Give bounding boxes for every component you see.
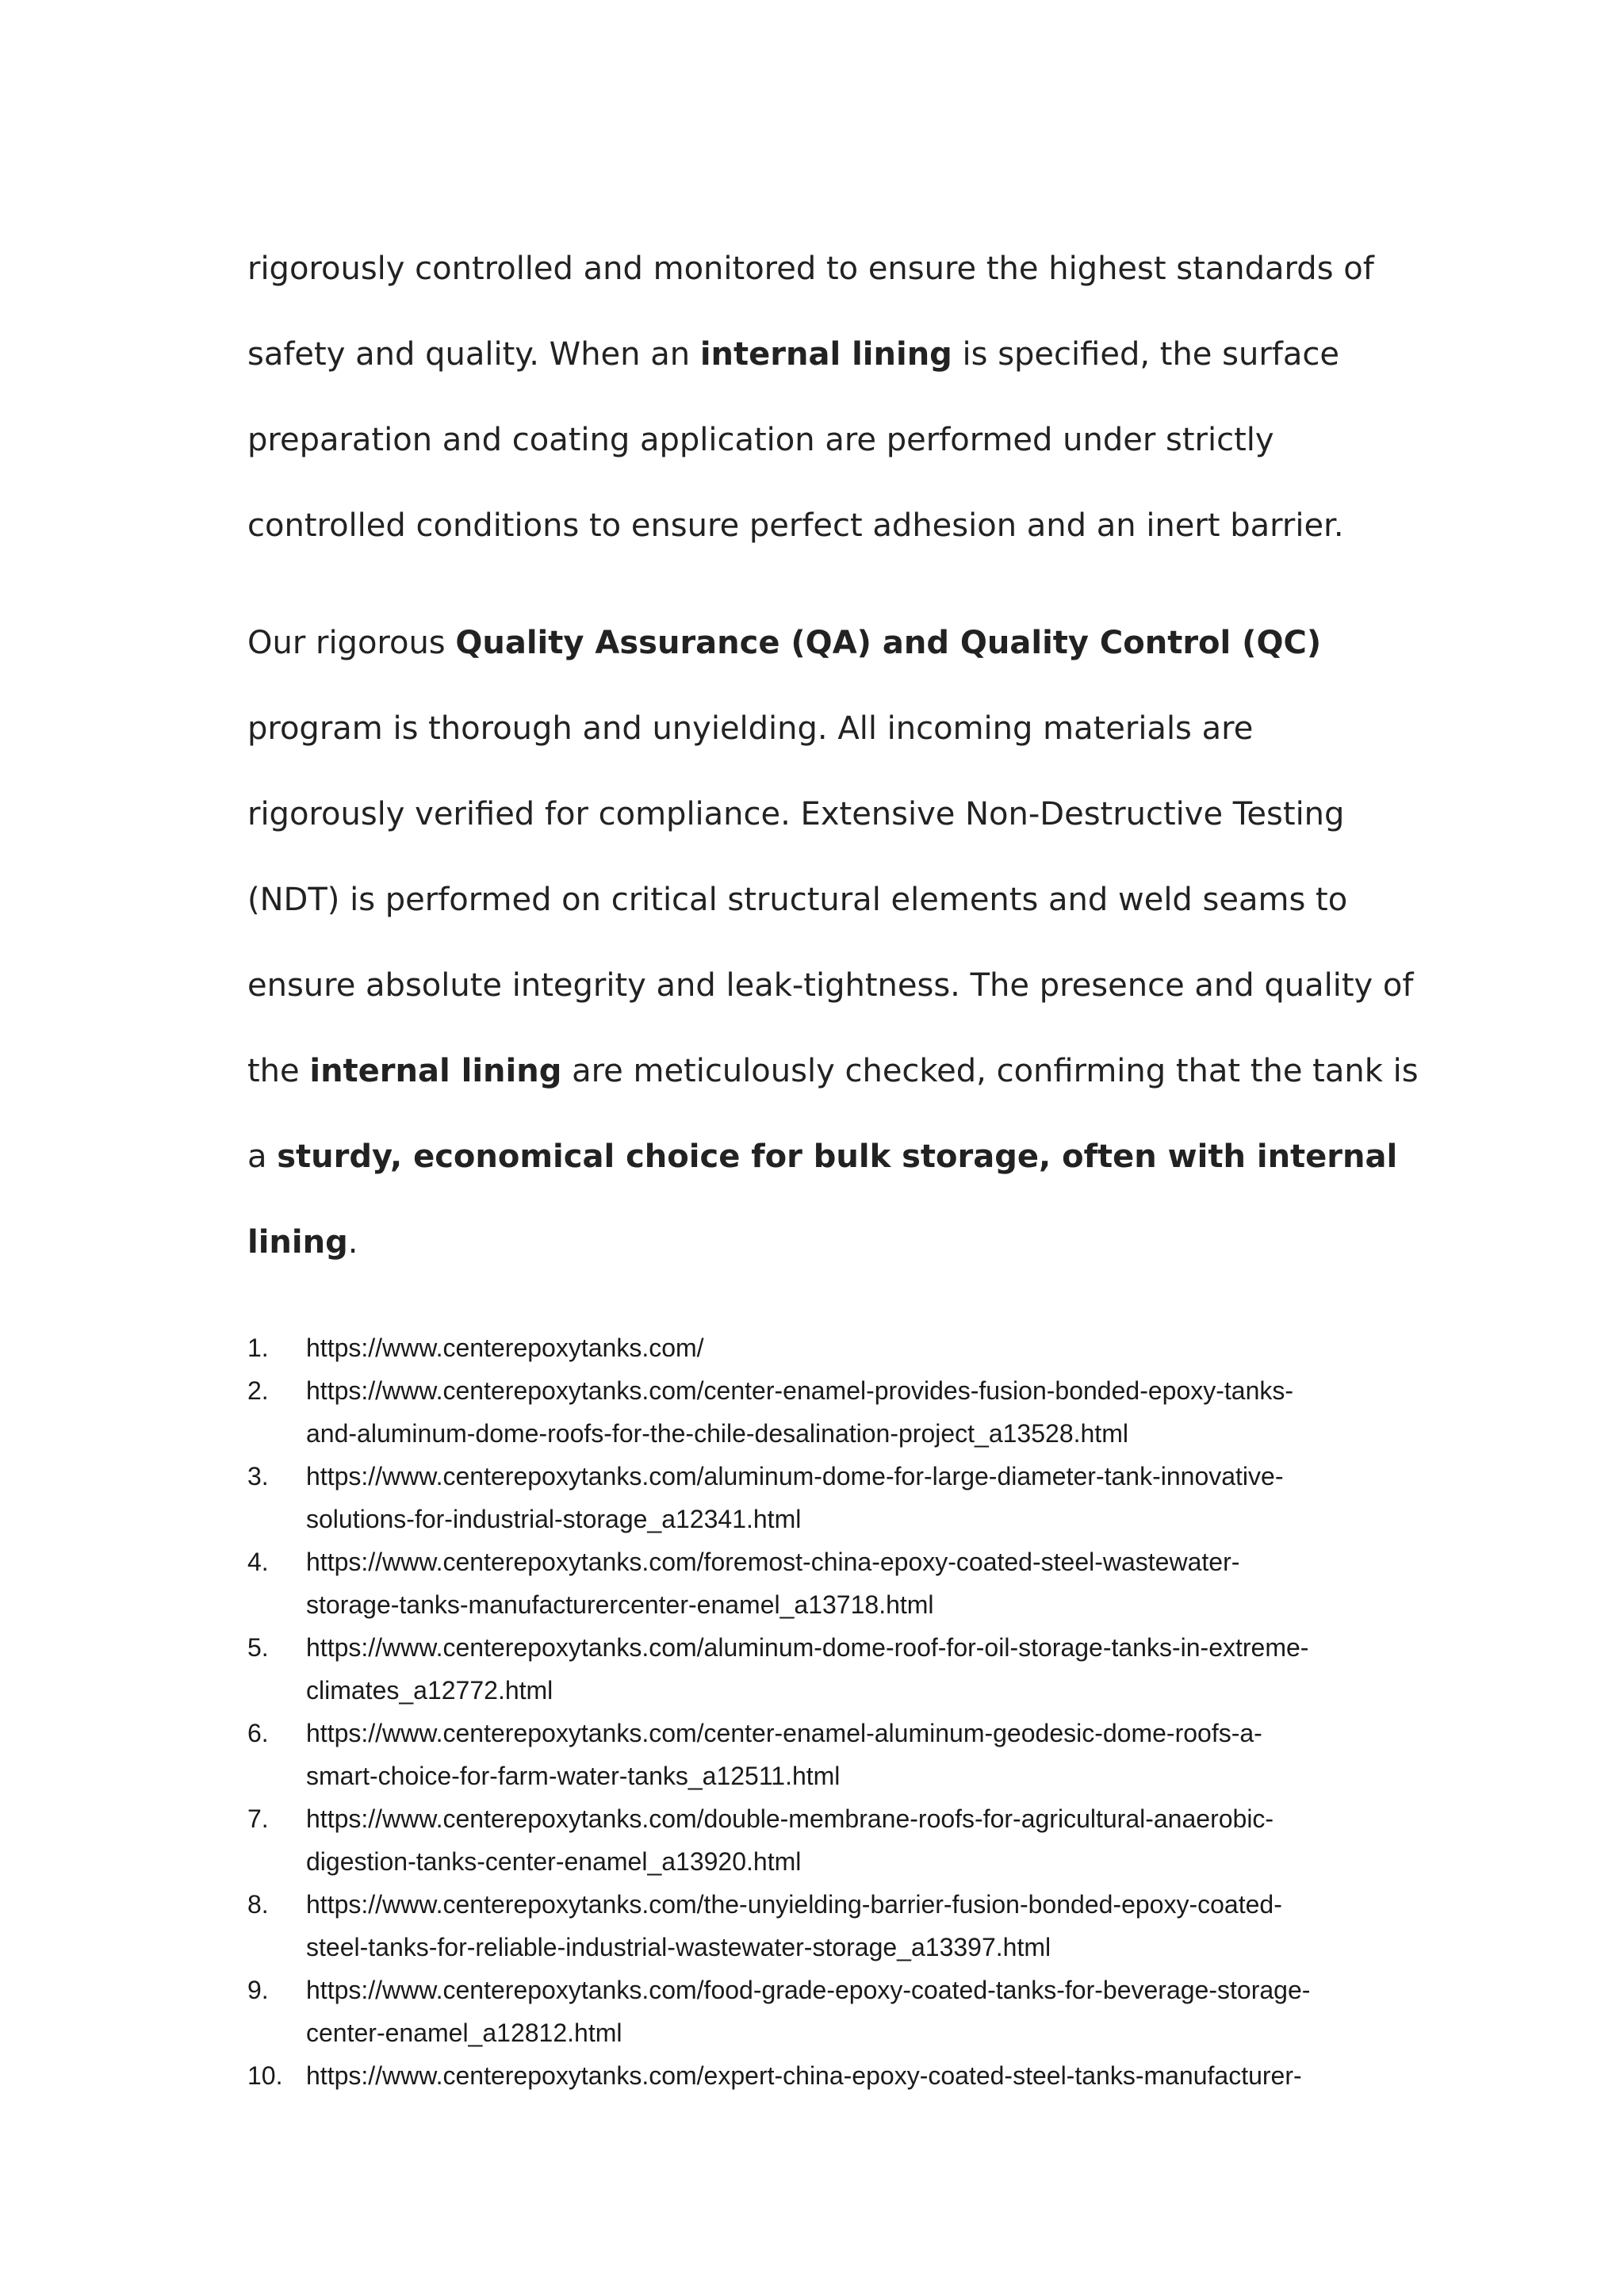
reference-link[interactable]: https://www.centerepoxytanks.com/foremost-china-epoxy-coated-steel-wastewater-: [306, 1548, 1240, 1576]
reference-item[interactable]: [247, 1969, 1389, 2054]
bold-term: sturdy, economical choice for bulk storage, often with internal: [277, 1138, 1398, 1175]
reference-link[interactable]: storage-tanks-manufacturercenter-enamel_a13718.html: [306, 1590, 934, 1619]
reference-number: 10.: [247, 2061, 283, 2090]
reference-link[interactable]: steel-tanks-for-reliable-industrial-wastewater-storage_a13397.html: [306, 1933, 1051, 1961]
text-line: [247, 857, 1389, 943]
reference-link[interactable]: climates_a12772.html: [306, 1676, 553, 1705]
text-run: is specified, the surface: [952, 336, 1339, 373]
text-run: program is thorough and unyielding. All incoming materials are: [247, 710, 1254, 747]
text-line: [247, 943, 1414, 1028]
text-line: [247, 483, 1389, 568]
text-run: (NDT) is performed on critical structural elements and weld seams to: [247, 882, 1348, 918]
reference-link[interactable]: digestion-tanks-center-enamel_a13920.html: [306, 1847, 802, 1876]
reference-link[interactable]: https://www.centerepoxytanks.com/the-unyielding-barrier-fusion-bonded-epoxy-coated-: [306, 1890, 1282, 1919]
bold-term: internal lining: [699, 336, 952, 373]
text-run: rigorously verified for compliance. Extensive Non-Destructive Testing: [247, 796, 1345, 832]
text-line: [247, 600, 1389, 686]
reference-link[interactable]: smart-choice-for-farm-water-tanks_a12511.html: [306, 1762, 841, 1790]
reference-link[interactable]: https://www.centerepoxytanks.com/aluminum-dome-for-large-diameter-tank-innovative-: [306, 1462, 1284, 1490]
reference-number: 8.: [247, 1890, 269, 1919]
text-run: rigorously controlled and monitored to ensure the highest standards of: [247, 251, 1374, 287]
reference-number: 7.: [247, 1804, 269, 1833]
reference-item[interactable]: [247, 1455, 1389, 1540]
text-line: [247, 1028, 1419, 1114]
text-run: a: [247, 1138, 278, 1175]
text-run: ensure absolute integrity and leak-tightness. The presence and quality of: [247, 967, 1414, 1004]
reference-link[interactable]: solutions-for-industrial-storage_a12341.html: [306, 1505, 802, 1533]
text-run: Our rigorous: [247, 625, 456, 661]
text-run: are meticulously checked, confirming that the tank is: [561, 1053, 1419, 1089]
reference-link[interactable]: https://www.centerepoxytanks.com/double-membrane-roofs-for-agricultural-anaerobic-: [306, 1804, 1274, 1833]
text-run: preparation and coating application are performed under strictly: [247, 422, 1274, 458]
reference-number: 4.: [247, 1548, 269, 1576]
reference-link[interactable]: https://www.centerepoxytanks.com/center-enamel-provides-fusion-bonded-epoxy-tanks-: [306, 1376, 1294, 1405]
reference-number: 1.: [247, 1334, 269, 1362]
bold-term: Quality Assurance (QA) and Quality Control (QC): [455, 625, 1322, 661]
reference-link[interactable]: https://www.centerepoxytanks.com/aluminum-dome-roof-for-oil-storage-tanks-in-extreme-: [306, 1633, 1309, 1662]
reference-item[interactable]: [247, 1883, 1389, 1969]
reference-number: 9.: [247, 1976, 269, 2004]
reference-link[interactable]: and-aluminum-dome-roofs-for-the-chile-desalination-project_a13528.html: [306, 1419, 1128, 1448]
reference-item[interactable]: [247, 1712, 1389, 1797]
reference-number: 6.: [247, 1719, 269, 1747]
reference-number: 2.: [247, 1376, 269, 1405]
reference-list: [247, 1326, 1389, 2097]
paragraph-lining-conditions: [247, 226, 1389, 568]
text-line: [247, 397, 1389, 483]
text-line: [247, 771, 1389, 857]
bold-term: internal lining: [309, 1053, 562, 1089]
reference-item[interactable]: [247, 1797, 1389, 1883]
text-run: the: [247, 1053, 310, 1089]
reference-number: 5.: [247, 1633, 269, 1662]
text-line: [247, 226, 1389, 312]
reference-item[interactable]: [247, 1540, 1389, 1626]
page-content: [247, 226, 1419, 2097]
reference-item[interactable]: [247, 1326, 1389, 1369]
text-run: safety and quality. When an: [247, 336, 700, 373]
text-line: [247, 1114, 1398, 1200]
paragraph-qa-qc: [247, 600, 1419, 1285]
reference-link[interactable]: https://www.centerepoxytanks.com/center-enamel-aluminum-geodesic-dome-roofs-a-: [306, 1719, 1262, 1747]
text-line: [247, 312, 1389, 397]
text-run: .: [347, 1224, 358, 1261]
reference-link[interactable]: https://www.centerepoxytanks.com/expert-china-epoxy-coated-steel-tanks-manufacturer-: [306, 2061, 1302, 2090]
text-run: controlled conditions to ensure perfect adhesion and an inert barrier.: [247, 507, 1344, 544]
text-line: [247, 1200, 1389, 1285]
reference-link[interactable]: https://www.centerepoxytanks.com/: [306, 1334, 704, 1362]
text-line: [247, 686, 1389, 771]
reference-number: 3.: [247, 1462, 269, 1490]
reference-item[interactable]: [247, 1369, 1389, 1455]
reference-link[interactable]: center-enamel_a12812.html: [306, 2019, 622, 2047]
reference-item[interactable]: [247, 1626, 1389, 1712]
reference-link[interactable]: https://www.centerepoxytanks.com/food-grade-epoxy-coated-tanks-for-beverage-storage-: [306, 1976, 1311, 2004]
reference-item[interactable]: [247, 2054, 1389, 2097]
bold-term: lining: [247, 1224, 348, 1261]
